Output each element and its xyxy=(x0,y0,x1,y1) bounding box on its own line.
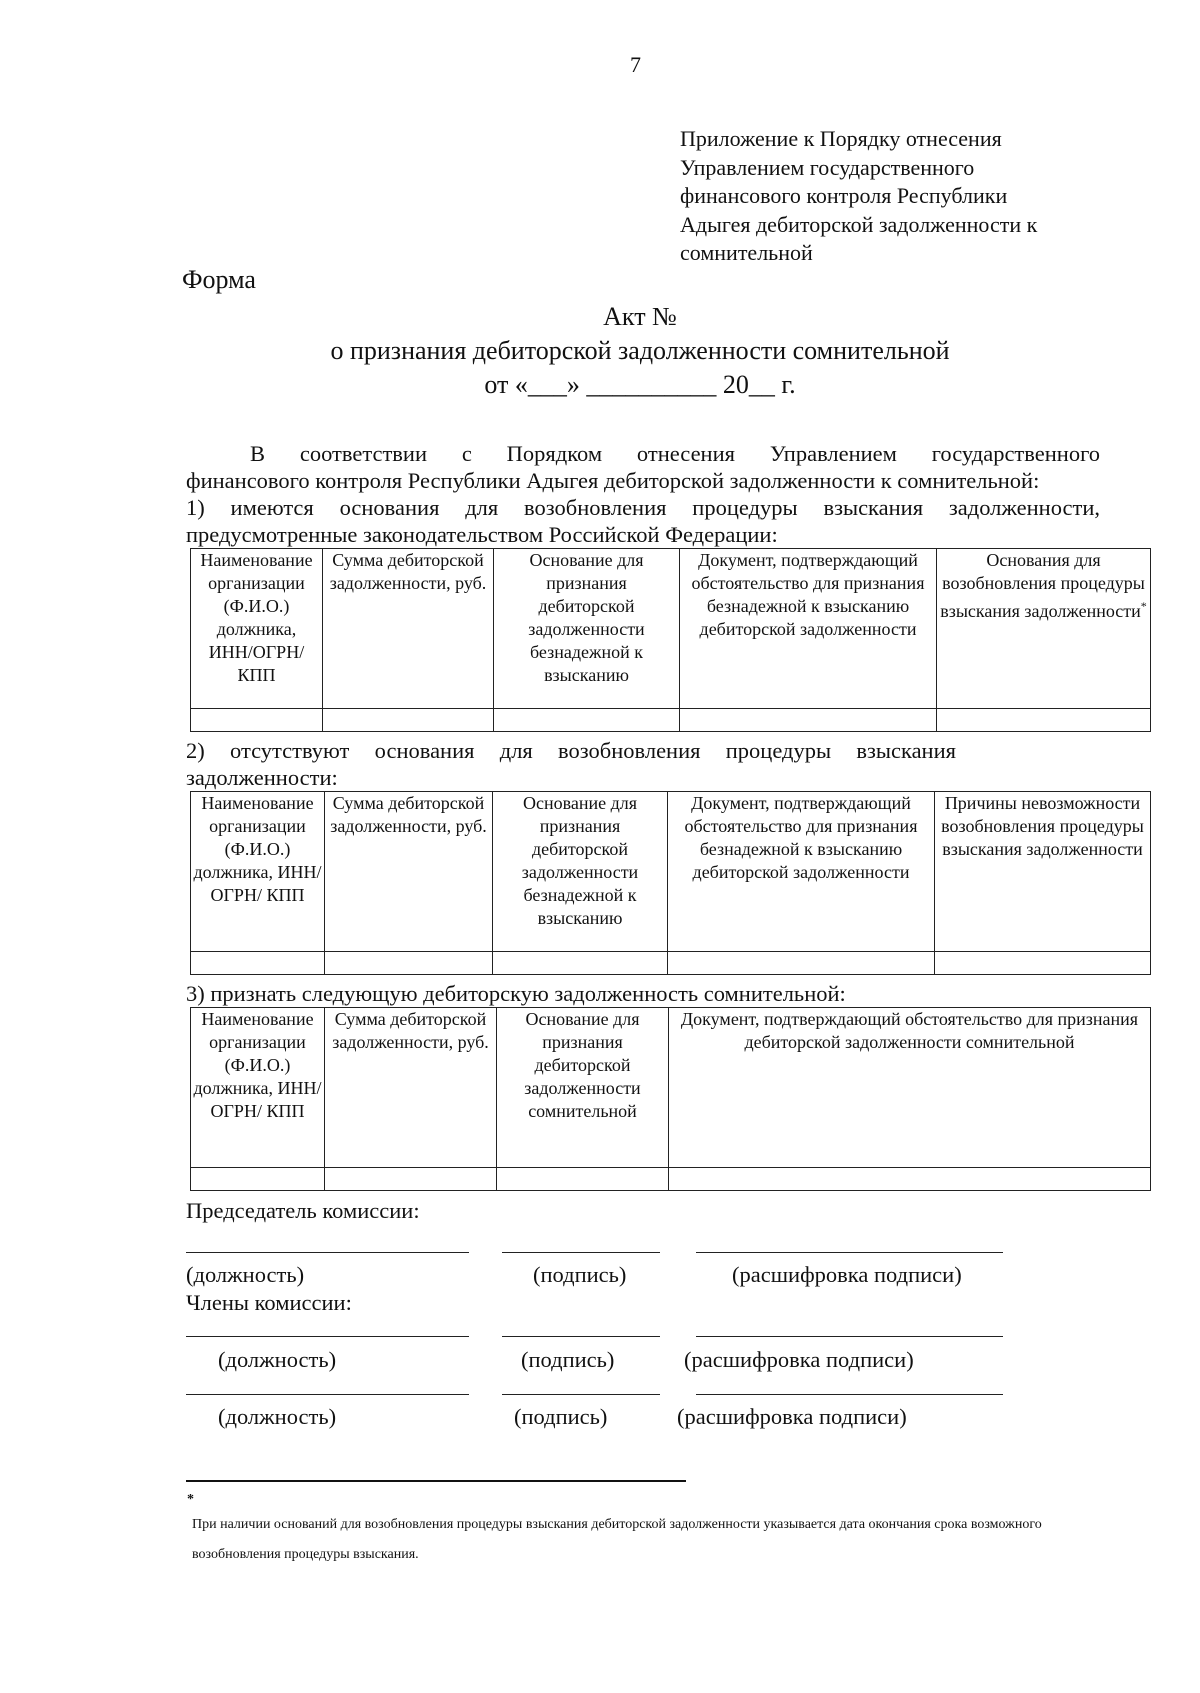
chairman-label: Председатель комиссии: xyxy=(186,1198,420,1223)
table1-header-grounds-text: Основания для возобновления процедуры взыскания задолженности xyxy=(940,550,1145,621)
member1-position-caption: (должность) xyxy=(218,1347,337,1372)
table-cell xyxy=(323,709,494,732)
intro-line-1: В соответствии с Порядком отнесения Управлением государственного xyxy=(250,441,1100,466)
table-cell xyxy=(325,952,493,975)
table3-header-amount: Сумма дебиторской задолженности, руб. xyxy=(325,1008,497,1168)
table3-header-basis: Основание для признания дебиторской задолженности сомнительной xyxy=(497,1008,669,1168)
table-restorable-debts xyxy=(190,548,1151,732)
table-cell xyxy=(325,1168,497,1191)
table1-header-name: Наименование организации (Ф.И.О.) должника, ИНН/ОГРН/ КПП xyxy=(191,549,323,709)
intro-line-2: финансового контроля Республики Адыгея дебиторской задолженности к сомнительной: xyxy=(186,468,1040,493)
chairman-decoding-line xyxy=(696,1252,1003,1253)
appendix-header xyxy=(680,125,1037,268)
chairman-signature-caption: (подпись) xyxy=(533,1262,627,1287)
member1-position-line xyxy=(186,1336,469,1337)
table-cell xyxy=(935,952,1151,975)
footnote-mark: * xyxy=(1140,599,1147,613)
item2-line-2: задолженности: xyxy=(186,765,338,790)
table2-header-reasons: Причины невозможности возобновления процедуры взыскания задолженности xyxy=(935,792,1151,952)
chairman-position-caption: (должность) xyxy=(186,1262,305,1287)
table1-header-document: Документ, подтверждающий обстоятельство для признания безнадежной к взысканию дебиторской задолженности xyxy=(680,549,937,709)
item3-line: 3) признать следующую дебиторскую задолженность сомнительной: xyxy=(186,981,846,1006)
table2-header-amount: Сумма дебиторской задолженности, руб. xyxy=(325,792,493,952)
table1-header-amount: Сумма дебиторской задолженности, руб. xyxy=(323,549,494,709)
chairman-decoding-caption: (расшифровка подписи) xyxy=(732,1262,962,1287)
appendix-line: Приложение к Порядку отнесения xyxy=(680,126,1002,151)
footnote-rule xyxy=(186,1480,686,1482)
footnote-star: * xyxy=(187,1492,194,1507)
table-cell xyxy=(680,709,937,732)
page-number: 7 xyxy=(630,52,641,77)
table-cell xyxy=(937,709,1151,732)
table3-header-name: Наименование организации (Ф.И.О.) должника, ИНН/ОГРН/ КПП xyxy=(191,1008,325,1168)
item1-line-2: предусмотренные законодательством Российской Федерации: xyxy=(186,522,778,547)
member2-decoding-caption: (расшифровка подписи) xyxy=(677,1404,907,1429)
act-title: Акт № xyxy=(603,302,677,331)
appendix-line: финансового контроля Республики xyxy=(680,183,1008,208)
footnote-text: При наличии оснований для возобновления процедуры взыскания дебиторской задолженности указывается дата окончания срока возможного возобновления процедуры взыскания. xyxy=(192,1517,1042,1562)
table-row xyxy=(191,952,1151,975)
table-nonrestorable-debts xyxy=(190,791,1151,975)
members-label: Члены комиссии: xyxy=(186,1290,352,1315)
chairman-signature-line xyxy=(502,1252,660,1253)
member1-decoding-caption: (расшифровка подписи) xyxy=(684,1347,914,1372)
table1-header-basis: Основание для признания дебиторской задолженности безнадежной к взысканию xyxy=(494,549,680,709)
table-cell xyxy=(497,1168,669,1191)
act-date-line: от «___» __________ 20__ г. xyxy=(484,370,796,399)
table-cell xyxy=(668,952,935,975)
table-doubtful-debts xyxy=(190,1007,1151,1191)
appendix-line: Адыгея дебиторской задолженности к xyxy=(680,211,1038,237)
table2-header-document: Документ, подтверждающий обстоятельство для признания безнадежной к взысканию дебиторской задолженности xyxy=(668,792,935,952)
table-row xyxy=(191,1168,1151,1191)
form-label: Форма xyxy=(182,265,256,294)
table1-header-grounds xyxy=(937,549,1151,709)
appendix-line: сомнительной xyxy=(680,240,813,265)
table-cell xyxy=(494,709,680,732)
item2-line-1: 2) отсутствуют основания для возобновления процедуры взыскания xyxy=(186,738,956,763)
table-cell xyxy=(669,1168,1151,1191)
member2-decoding-line xyxy=(696,1394,1003,1395)
appendix-line: Управлением государственного xyxy=(680,154,975,180)
table3-header-document: Документ, подтверждающий обстоятельство для признания дебиторской задолженности сомнительной xyxy=(669,1008,1151,1168)
table-cell xyxy=(191,952,325,975)
act-subtitle: о признания дебиторской задолженности сомнительной xyxy=(330,336,950,365)
table2-header-basis: Основание для признания дебиторской задолженности безнадежной к взысканию xyxy=(493,792,668,952)
member2-signature-caption: (подпись) xyxy=(514,1404,608,1429)
member1-decoding-line xyxy=(696,1336,1003,1337)
member2-signature-line xyxy=(502,1394,660,1395)
member2-position-caption: (должность) xyxy=(218,1404,337,1429)
member1-signature-line xyxy=(502,1336,660,1337)
table-cell xyxy=(191,1168,325,1191)
item1-line-1: 1) имеются основания для возобновления процедуры взыскания задолженности, xyxy=(186,495,1100,520)
table-cell xyxy=(191,709,323,732)
table-row xyxy=(191,709,1151,732)
member1-signature-caption: (подпись) xyxy=(521,1347,615,1372)
member2-position-line xyxy=(186,1394,469,1395)
chairman-position-line xyxy=(186,1252,469,1253)
table-cell xyxy=(493,952,668,975)
table2-header-name: Наименование организации (Ф.И.О.) должника, ИНН/ОГРН/ КПП xyxy=(191,792,325,952)
